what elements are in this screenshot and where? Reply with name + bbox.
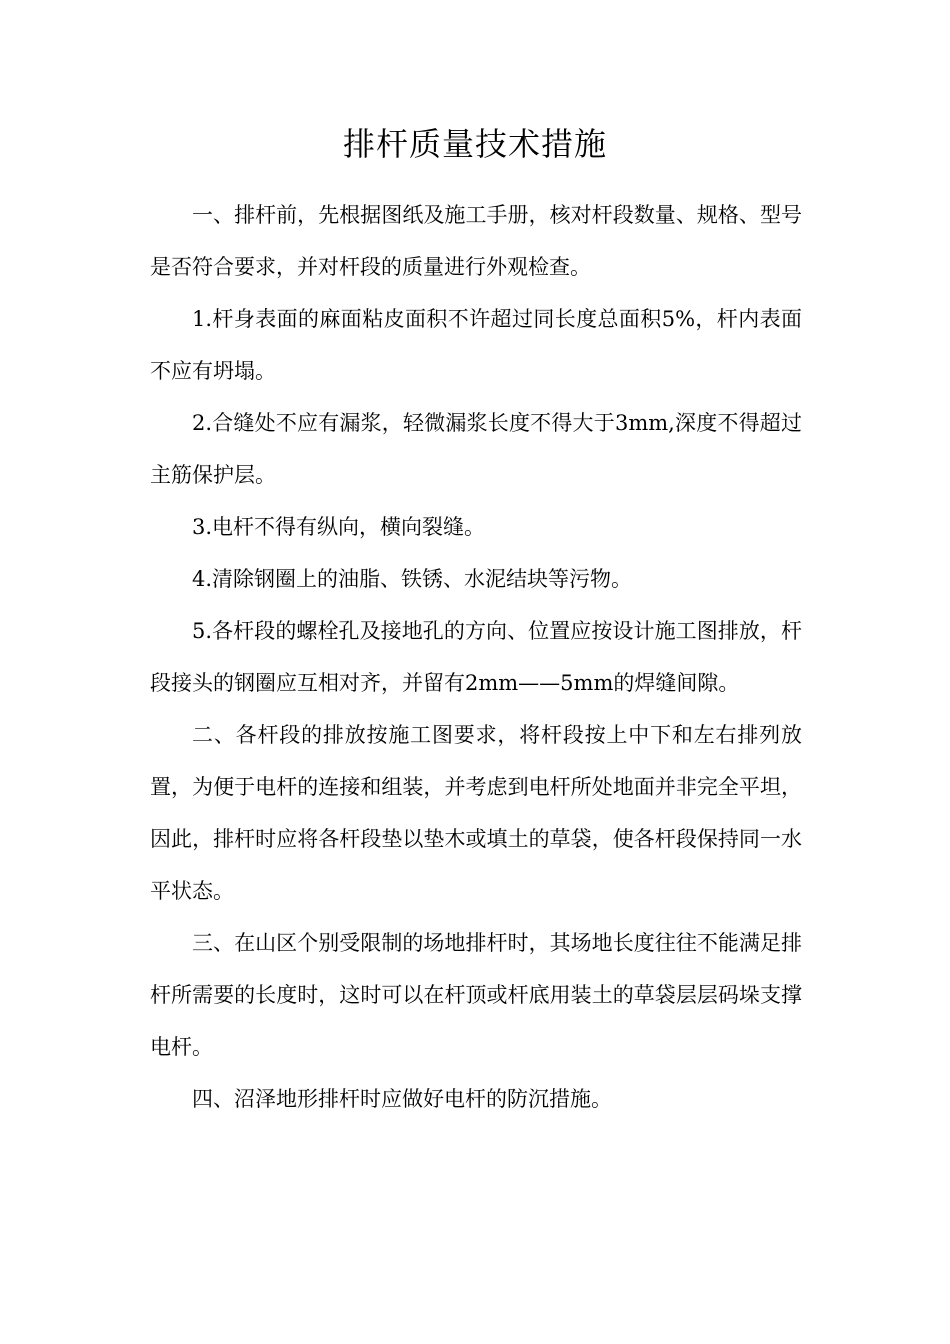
section-one-paragraph: 一、排杆前，先根据图纸及施工手册，核对杆段数量、规格、型号是否符合要求，并对杆段的质量进行外观检查。 [150, 203, 802, 279]
document-body [150, 189, 802, 1125]
section-three-paragraph: 三、在山区个别受限制的场地排杆时，其场地长度往往不能满足排杆所需要的长度时，这时可以在杆顶或杆底用装土的草袋层层码垛支撑电杆。 [150, 931, 802, 1059]
item-3-paragraph: 3.电杆不得有纵向，横向裂缝。 [192, 515, 486, 539]
item-1-paragraph: 1.杆身表面的麻面粘皮面积不许超过同长度总面积5%，杆内表面不应有坍塌。 [150, 307, 802, 383]
item-2-paragraph: 2.合缝处不应有漏浆，轻微漏浆长度不得大于3mm,深度不得超过主筋保护层。 [150, 411, 802, 487]
item-4-paragraph: 4.清除钢圈上的油脂、铁锈、水泥结块等污物。 [192, 567, 633, 591]
section-two-paragraph: 二、各杆段的排放按施工图要求，将杆段按上中下和左右排列放置，为便于电杆的连接和组装，并考虑到电杆所处地面并非完全平坦，因此，排杆时应将各杆段垫以垫木或填土的草袋，使各杆段保持同一水平状态。 [150, 723, 802, 903]
document-title: 排杆质量技术措施 [342, 125, 607, 163]
section-four-paragraph: 四、沼泽地形排杆时应做好电杆的防沉措施。 [192, 1087, 612, 1111]
item-5-paragraph: 5.各杆段的螺栓孔及接地孔的方向、位置应按设计施工图排放，杆段接头的钢圈应互相对齐，并留有2mm——5mm的焊缝间隙。 [150, 619, 802, 695]
